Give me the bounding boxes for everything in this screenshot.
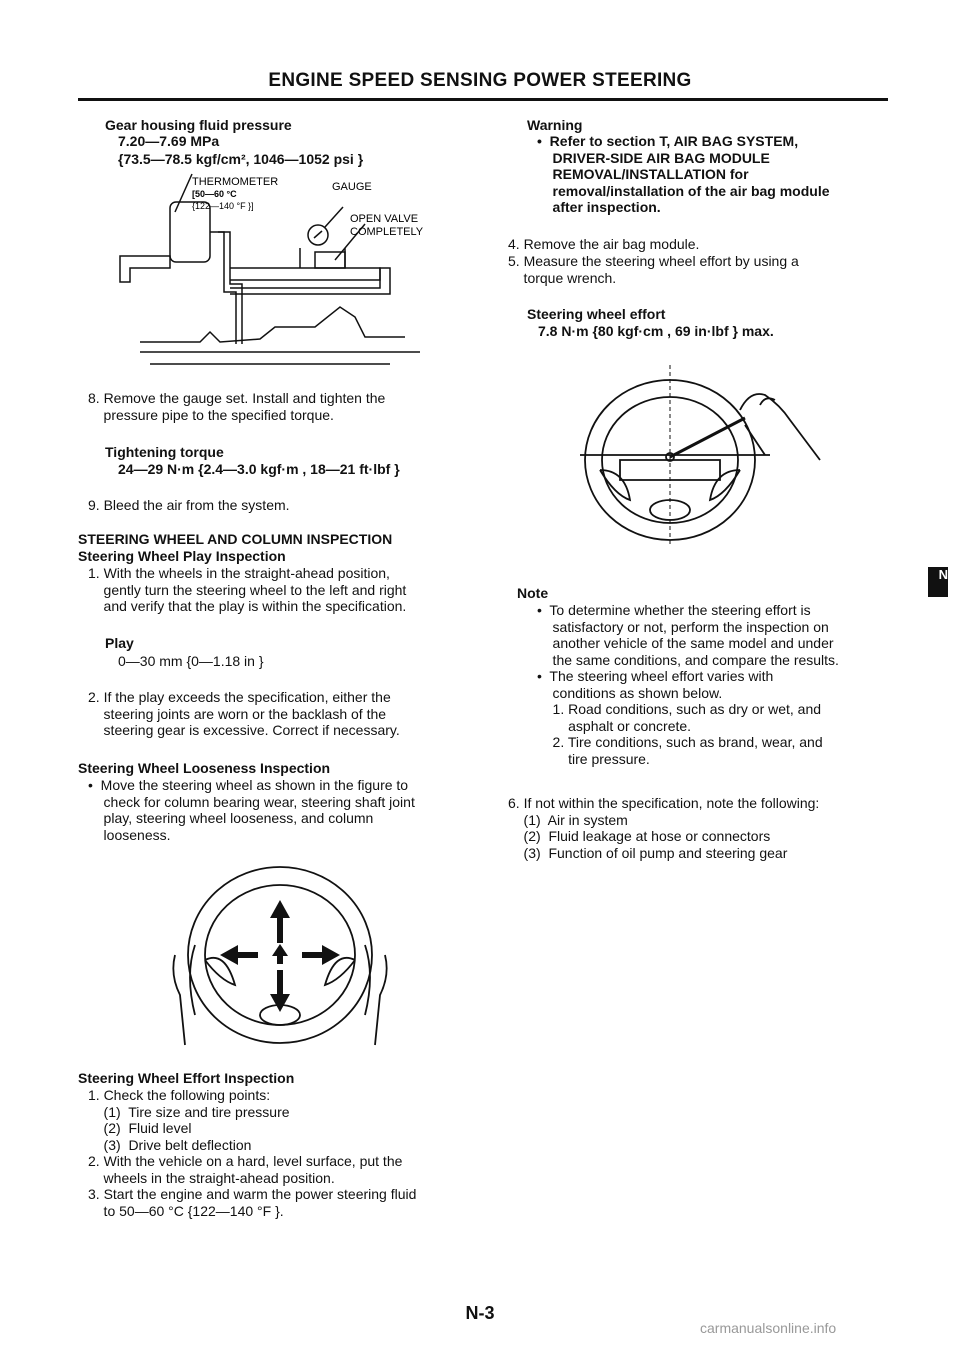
looseness-heading: Steering Wheel Looseness Inspection xyxy=(78,760,331,776)
section-title: STEERING WHEEL AND COLUMN INSPECTION xyxy=(78,531,393,547)
torque-value: 24—29 N·m {2.4—3.0 kgf·m , 18—21 ft·lbf } xyxy=(118,461,400,477)
steering-effort-label: Steering wheel effort xyxy=(527,306,666,322)
note-text: • To determine whether the steering effort is satisfactory or not, perform the inspection on another vehicle of the same model and under the same conditions, and compare the results. • The steering wheel effort varies with conditions as shown below. 1. Road conditions, such as dry or wet, and asphalt or concrete. 2. Tire conditions, such as brand, wear, and tire pressure. xyxy=(537,602,839,767)
steering-effort-value: 7.8 N·m {80 kgf·cm , 69 in·lbf } max. xyxy=(538,323,774,339)
torque-heading: Tightening torque xyxy=(105,444,224,460)
warning-heading: Warning xyxy=(527,117,583,133)
note-heading: Note xyxy=(517,585,549,601)
effort-steps: 1. Check the following points: (1) Tire size and tire pressure (2) Fluid level (3) Drive belt deflection 2. With the vehicle on a hard, level surface, put the wheels in the straight-ahead position. 3. Start the engine and warm the power steering fluid to 50—60 °C {122—140 °F }. xyxy=(88,1087,417,1219)
gauge-label: GAUGE xyxy=(332,181,372,193)
looseness-text: • Move the steering wheel as shown in the figure to check for column bearing wear, steering shaft joint play, steering wheel looseness, and column looseness. xyxy=(88,777,415,843)
step-9: 9. Bleed the air from the system. xyxy=(88,497,290,513)
completely-label: COMPLETELY xyxy=(350,226,424,238)
temp-f-label: {122—140 °F }] xyxy=(192,201,254,211)
header-rule xyxy=(78,98,888,101)
watermark: carmanualsonline.info xyxy=(700,1320,837,1336)
page-number: N-3 xyxy=(465,1303,495,1323)
open-valve-label: OPEN VALVE xyxy=(350,213,419,225)
step-5: 5. Measure the steering wheel effort by using a torque wrench. xyxy=(508,253,799,286)
step-6: 6. If not within the specification, note the following: (1) Air in system (2) Fluid leakage at hose or connectors (3) Function of oil pump and steering gear xyxy=(508,795,820,861)
play-heading: Steering Wheel Play Inspection xyxy=(78,548,286,564)
thermometer-label: THERMOMETER xyxy=(192,176,279,188)
step-4: 4. Remove the air bag module. xyxy=(508,236,700,252)
gear-housing-value-1: 7.20—7.69 MPa xyxy=(118,133,220,149)
play-label: Play xyxy=(105,635,134,651)
play-step-2: 2. If the play exceeds the specification, either the steering joints are worn or the backlash of the steering gear is excessive. Correct if necessary. xyxy=(88,689,400,738)
warning-text: • Refer to section T, AIR BAG SYSTEM, DRIVER-SIDE AIR BAG MODULE REMOVAL/INSTALLATION for removal/installation of the air bag module after inspection. xyxy=(537,133,830,215)
gear-housing-value-2: {73.5—78.5 kgf/cm², 1046—1052 psi } xyxy=(118,151,364,167)
steering-wheel-looseness-diagram xyxy=(160,860,400,1050)
gear-housing-heading: Gear housing fluid pressure xyxy=(105,117,292,133)
page-title: ENGINE SPEED SENSING POWER STEERING xyxy=(268,70,692,91)
play-step-1: 1. With the wheels in the straight-ahead position, gently turn the steering wheel to the left and right and verify that the play is within the specification. xyxy=(88,565,407,614)
effort-heading: Steering Wheel Effort Inspection xyxy=(78,1070,295,1086)
step-8: 8. Remove the gauge set. Install and tighten the pressure pipe to the specified torque. xyxy=(88,390,386,423)
temp-c-label: [50—60 °C xyxy=(192,189,237,199)
pressure-gauge-diagram xyxy=(110,172,450,372)
torque-wrench-diagram xyxy=(560,360,840,550)
play-value: 0—30 mm {0—1.18 in } xyxy=(118,653,264,669)
section-tab: N xyxy=(928,567,948,597)
